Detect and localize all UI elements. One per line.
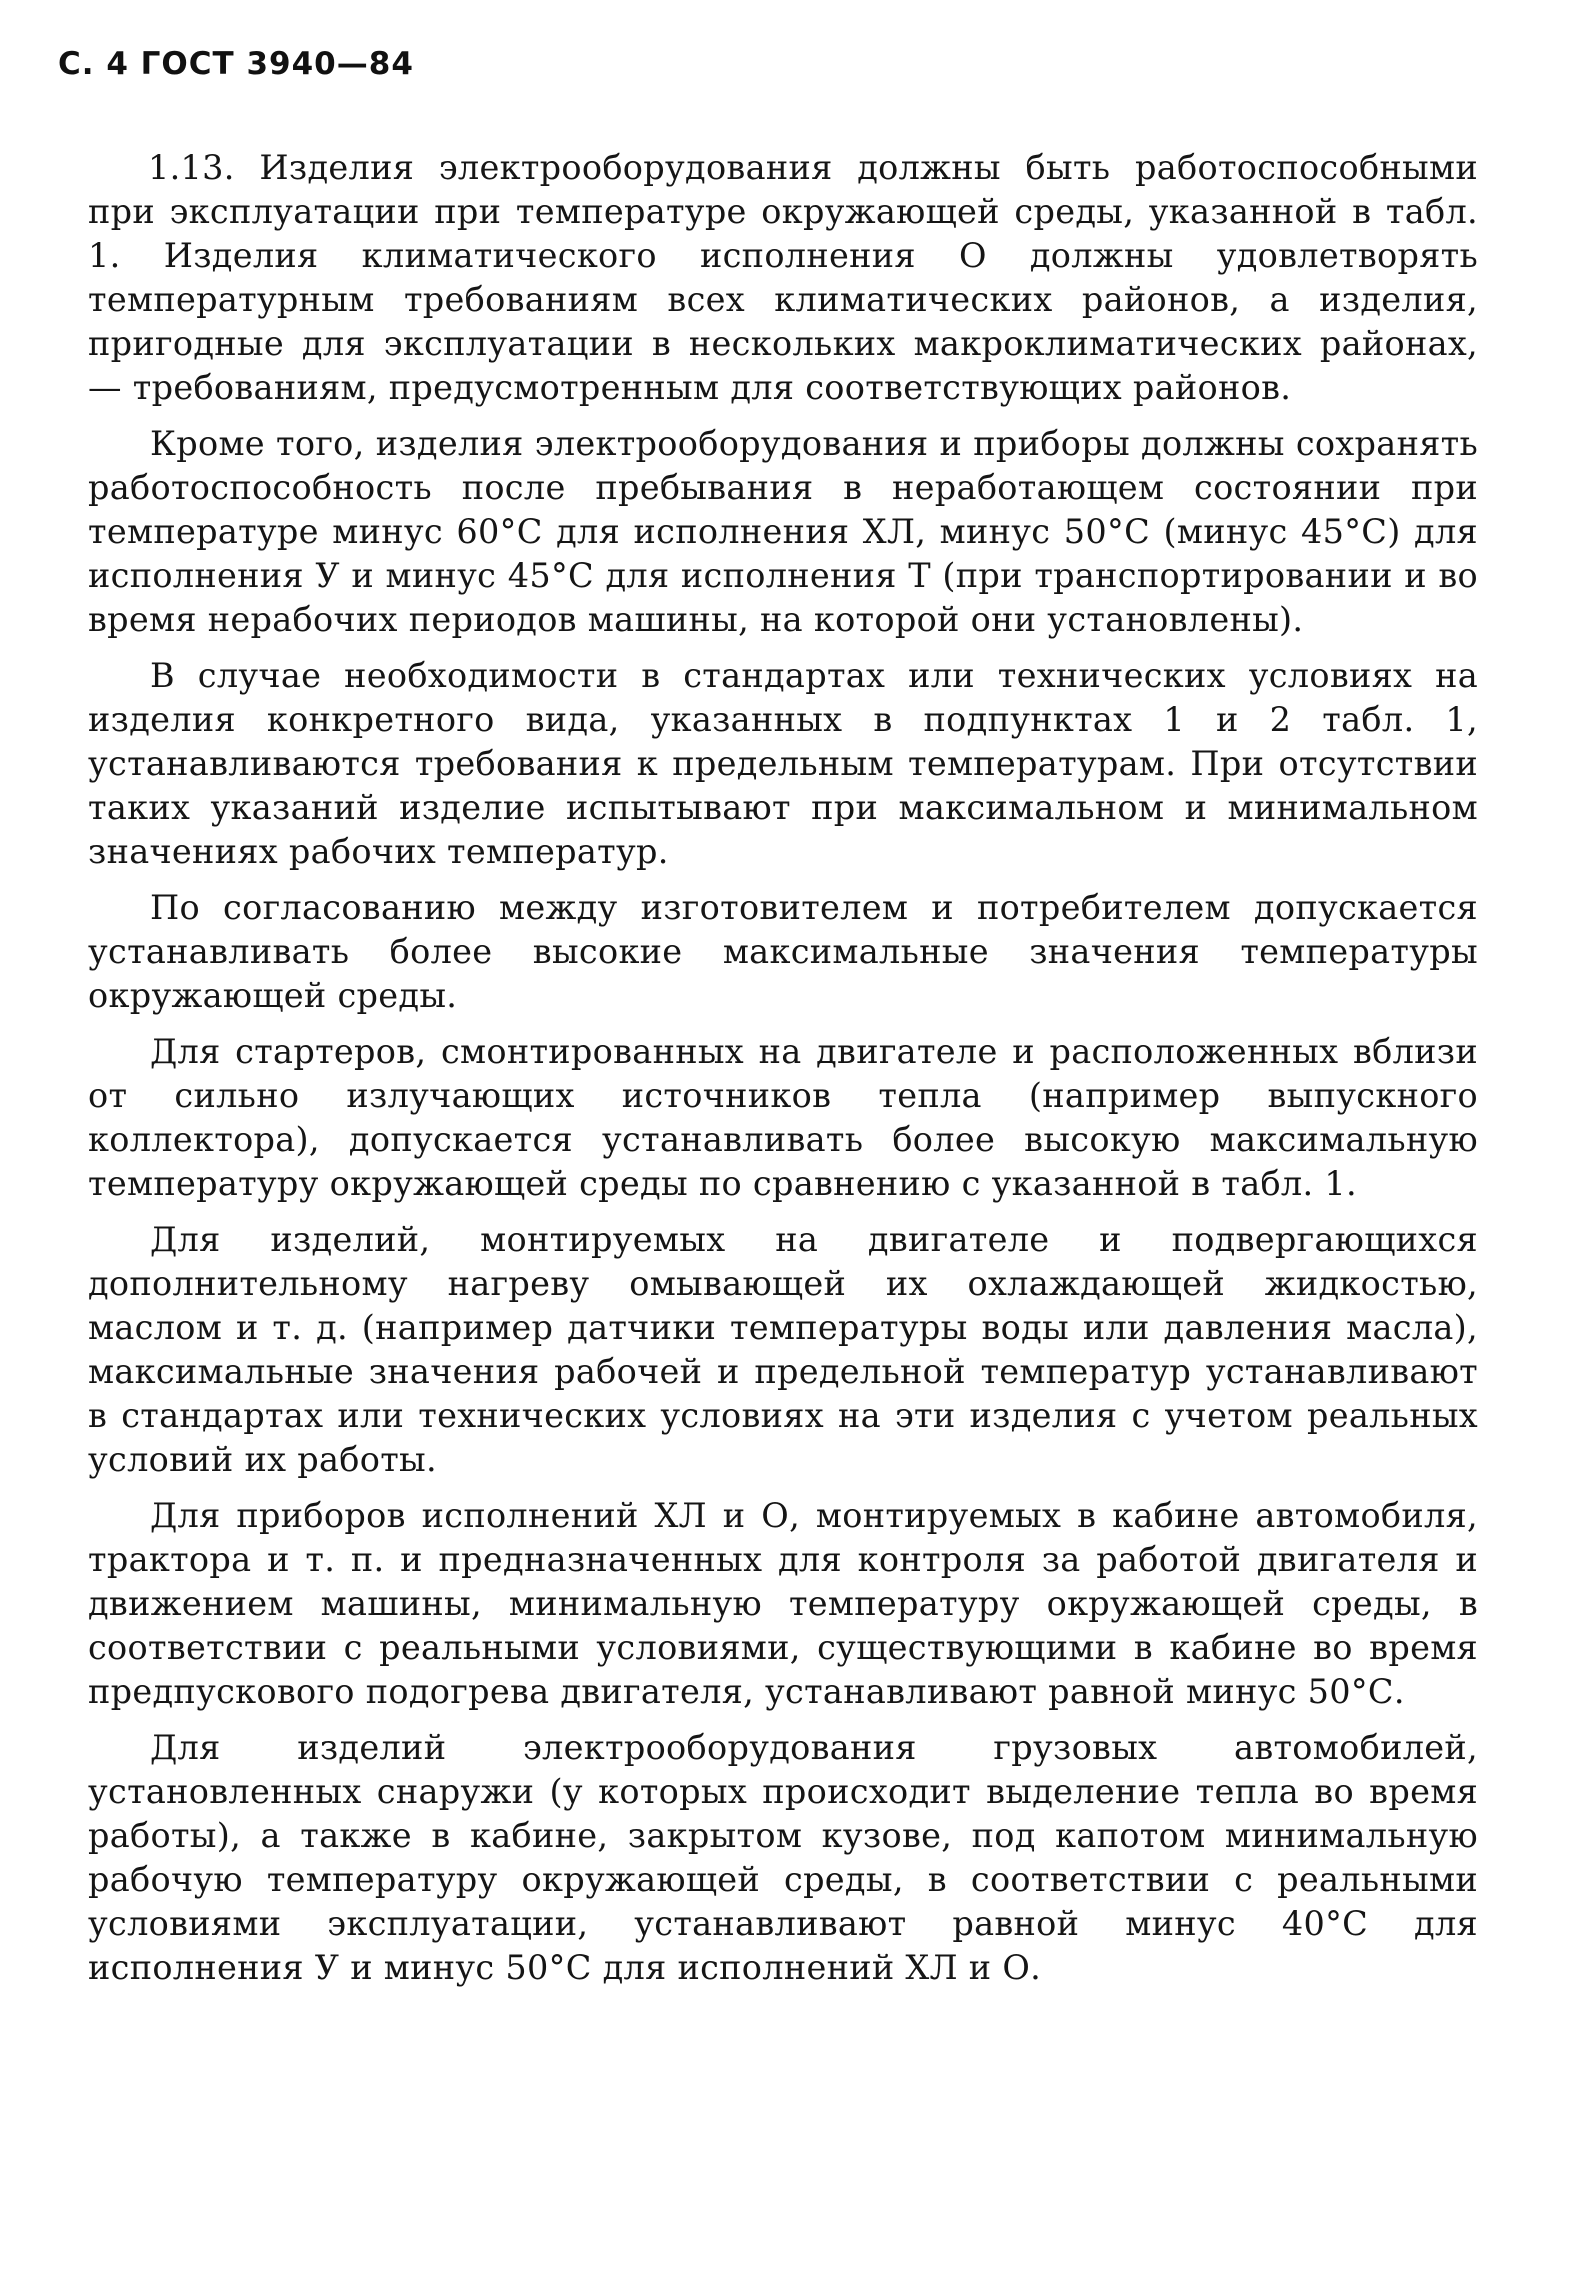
paragraph: Для изделий электрооборудования грузовых автомобилей, установленных снаружи (у которых происходит выделение тепла во время работы), а также в кабине, закрытом кузове, под капотом минимальную рабочую температуру окружающей среды, в соответствии с реальными условиями эксплуатации, устанавливают равной минус 40°С для исполнения У и минус 50°С для исполнений ХЛ и О. xyxy=(88,1728,1478,1987)
running-head: С. 4 ГОСТ 3940—84 xyxy=(58,46,414,82)
paragraph: По согласованию между изготовителем и потребителем допускается устанавливать более высокие максимальные значения температуры окружающей среды. xyxy=(88,888,1478,1015)
paragraph: Кроме того, изделия электрооборудования и приборы должны сохранять работоспособность после пребывания в неработающем состоянии при температуре минус 60°С для исполнения ХЛ, минус 50°С (минус 45°С) для исполнения У и минус 45°С для исполнения Т (при транспортировании и во время нерабочих периодов машины, на которой они установлены). xyxy=(88,424,1478,639)
paragraph: Для стартеров, смонтированных на двигателе и расположенных вблизи от сильно излучающих источников тепла (например выпускного коллектора), допускается устанавливать более высокую максимальную температуру окружающей среды по сравнению с указанной в табл. 1. xyxy=(88,1032,1478,1203)
paragraph: В случае необходимости в стандартах или технических условиях на изделия конкретного вида, указанных в подпунктах 1 и 2 табл. 1, устанавливаются требования к предельным температурам. При отсутствии таких указаний изделие испытывают при максимальном и минимальном значениях рабочих температур. xyxy=(88,656,1478,871)
paragraph: Для изделий, монтируемых на двигателе и подвергающихся дополнительному нагреву омывающей их охлаждающей жидкостью, маслом и т. д. (например датчики температуры воды или давления масла), максимальные значения рабочей и предельной температур устанавливают в стандартах или технических условиях на эти изделия с учетом реальных условий их работы. xyxy=(88,1220,1478,1479)
paragraph: Для приборов исполнений ХЛ и О, монтируемых в кабине автомобиля, трактора и т. п. и предназначенных для контроля за работой двигателя и движением машины, минимальную температуру окружающей среды, в соответствии с реальными условиями, существующими в кабине во время предпускового подогрева двигателя, устанавливают равной минус 50°С. xyxy=(88,1496,1478,1711)
body-text xyxy=(88,146,1478,2002)
paragraph-1-13: 1.13. Изделия электрооборудования должны быть работоспособными при эксплуатации при температуре окружающей среды, указанной в табл. 1. Изделия климатического исполнения О должны удовлетворять температурным требованиям всех климатических районов, а изделия, пригодные для эксплуатации в нескольких макроклиматических районах, — требованиям, предусмотренным для соответствующих районов. xyxy=(88,148,1478,407)
